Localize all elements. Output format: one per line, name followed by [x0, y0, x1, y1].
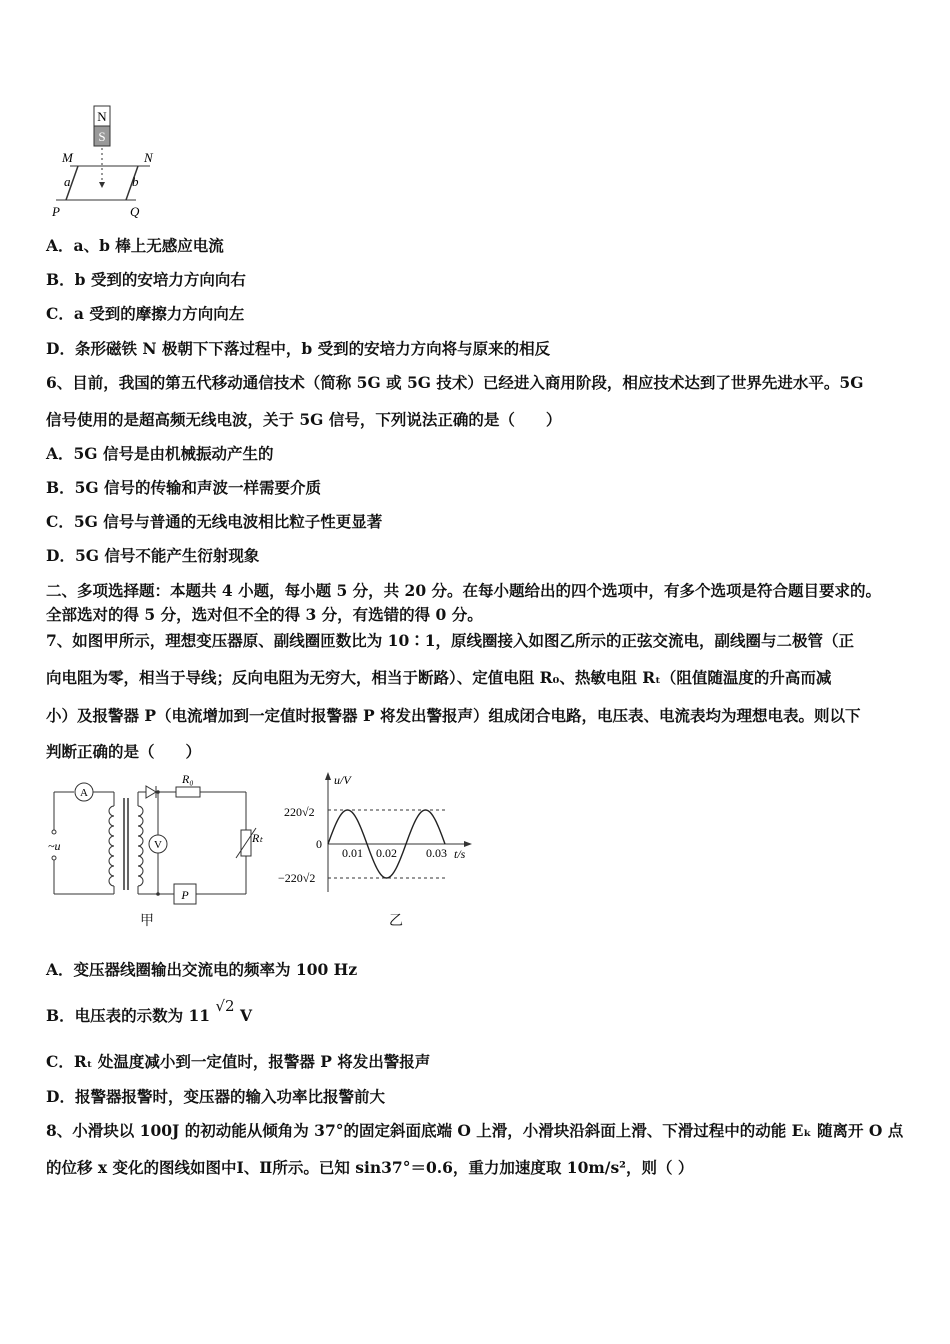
q5-option-c: C．a 受到的摩擦力方向向左 [46, 304, 245, 323]
q5-option-d: D．条形磁铁 N 极朝下下落过程中，b 受到的安培力方向将与原来的相反 [46, 339, 551, 358]
q7-stem-line2: 向电阻为零，相当于导线；反向电阻为无穷大，相当于断路）、定值电阻 R₀、热敏电阻 Rₜ（阻值随温度的升高而减 [46, 668, 832, 687]
voltmeter-label: V [154, 839, 162, 851]
magnet-rail-figure [50, 104, 160, 222]
label-q: Q [130, 204, 140, 219]
label-n: N [144, 150, 153, 165]
q7-option-b [46, 997, 253, 1026]
q6-stem-line1: 6、目前，我国的第五代移动通信技术（简称 5G 或 5G 技术）已经进入商用阶段，相应技术达到了世界先进水平。5G [46, 373, 864, 392]
x-axis-label: t/s [454, 847, 466, 861]
q7-option-a: A．变压器线圈输出交流电的频率为 100 Hz [46, 960, 358, 979]
q7-stem-line1: 7、如图甲所示，理想变压器原、副线圈匝数比为 10∶1，原线圈接入如图乙所示的正弦交流电，副线圈与二极管（正 [46, 631, 855, 650]
x-tick-1: 0.01 [342, 846, 363, 860]
x-tick-3: 0.03 [426, 846, 447, 860]
q7-option-b-text: B．电压表的示数为 11 [46, 1006, 211, 1025]
q7-option-b-sqrt: √2 [215, 997, 235, 1015]
q7-stem-line4: 判断正确的是（ ） [46, 742, 202, 761]
q5-option-a: A．a、b 棒上无感应电流 [46, 236, 224, 255]
q7-option-c: C．Rₜ 处温度减小到一定值时，报警器 P 将发出警报声 [46, 1052, 431, 1071]
label-p: P [52, 204, 60, 219]
q7-option-b-unit: V [240, 1006, 253, 1025]
source-label: ~u [48, 839, 61, 853]
r0-label: R₀ [182, 772, 194, 786]
wave-caption: 乙 [389, 913, 403, 929]
q6-option-c: C．5G 信号与普通的无线电波相比粒子性更显著 [46, 512, 383, 531]
q6-option-b: B．5G 信号的传输和声波一样需要介质 [46, 478, 322, 497]
voltage-wave-figure [278, 770, 478, 898]
q5-option-b: B．b 受到的安培力方向向右 [46, 270, 246, 289]
circuit-caption: 甲 [140, 913, 154, 929]
label-a: a [64, 174, 71, 189]
section2-line1: 二、多项选择题：本题共 4 小题，每小题 5 分，共 20 分。在每小题给出的四个选项中，有多个选项是符合题目要求的。 [46, 581, 882, 600]
x-tick-2: 0.02 [376, 846, 397, 860]
circuit-figure [44, 772, 264, 932]
q8-stem-line1: 8、小滑块以 100J 的初动能从倾角为 37°的固定斜面底端 O 上滑，小滑块沿斜面上滑、下滑过程中的动能 Eₖ 随离开 O 点 [46, 1121, 904, 1140]
magnet-s-label: S [98, 129, 106, 144]
label-b: b [132, 174, 139, 189]
q6-stem-line2: 信号使用的是超高频无线电波，关于 5G 信号，下列说法正确的是（ ） [46, 410, 562, 429]
magnet-n-label: N [97, 109, 107, 124]
label-m: M [62, 150, 73, 165]
ammeter-label: A [80, 787, 88, 799]
alarm-label: P [181, 888, 189, 902]
y-axis-label: u/V [334, 773, 351, 787]
q6-option-d: D．5G 信号不能产生衍射现象 [46, 546, 260, 565]
section2-line2: 全部选对的得 5 分，选对但不全的得 3 分，有选错的得 0 分。 [46, 605, 483, 624]
q7-stem-line3: 小）及报警器 P（电流增加到一定值时报警器 P 将发出警报声）组成闭合电路，电压表、电流表均为理想电表。则以下 [46, 706, 861, 725]
y-tick-pos: 220√2 [284, 805, 315, 819]
rt-label: Rₜ [252, 831, 263, 845]
origin-label: 0 [316, 837, 322, 851]
q6-option-a: A．5G 信号是由机械振动产生的 [46, 444, 274, 463]
y-tick-neg: −220√2 [278, 871, 316, 885]
q7-option-d: D．报警器报警时，变压器的输入功率比报警前大 [46, 1087, 385, 1106]
q8-stem-line2: 的位移 x 变化的图线如图中Ⅰ、Ⅱ所示。已知 sin37°＝0.6，重力加速度取 10m/s²，则（ ） [46, 1158, 694, 1177]
